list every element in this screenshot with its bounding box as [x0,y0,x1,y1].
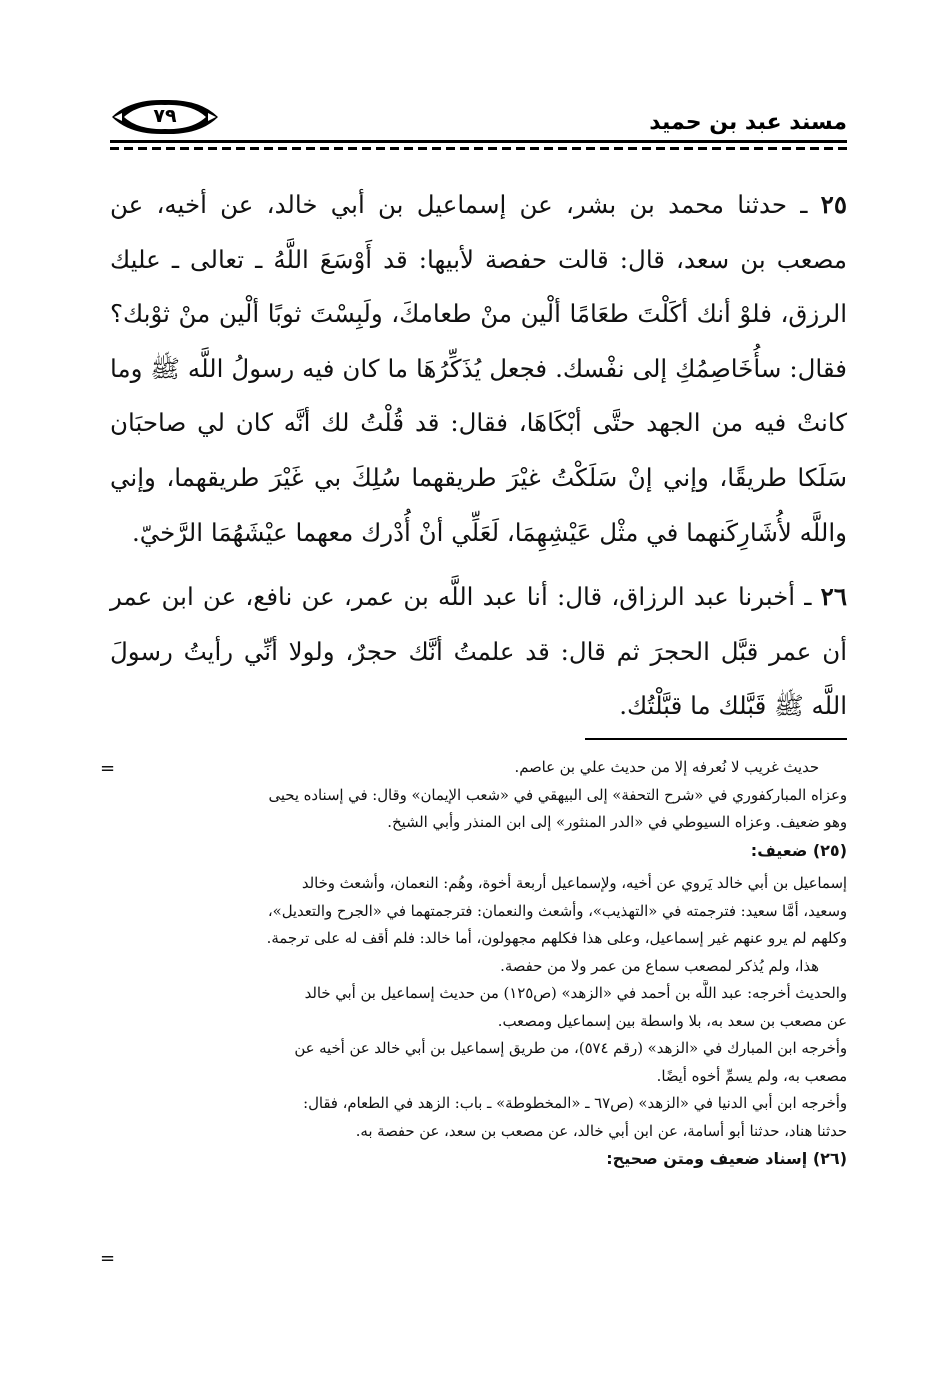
continuation-mark: = [100,758,116,779]
footnote-separator [585,738,847,740]
hadith-25 [110,178,847,560]
page-number: ٧٩ [153,105,177,127]
hadith-number: ٢٦ [820,582,847,611]
footnote-line: وأخرجه ابن أبي الدنيا في «الزهد» (ص٦٧ ـ «المخطوطة» ـ باب: الزهد في الطعام، فقال: [303,1095,847,1112]
header-dashed-rule [110,147,847,150]
footnote-line: مصعب به، ولم يسمِّ أخوه أيضًا. [656,1067,847,1085]
hadith-number: ٢٥ [820,190,847,219]
page-header [110,92,847,152]
footnote-line: وهو ضعيف. وعزاه السيوطي في «الدر المنثور» إلى ابن المنذر وأبي الشيخ. [387,814,847,831]
footnote-line: حدثنا هناد، حدثنا أبو أسامة، عن ابن أبي خالد، عن مصعب بن سعد، عن حفصة به. [355,1122,847,1140]
footnote-line: وسعيد، أمَّا سعيد: فترجمته في «التهذيب»، وأشعث والنعمان: فترجمتهما في «الجرح والتعديل»، [267,902,847,920]
footnote-line: إسماعيل بن أبي خالد يَروي عن أخيه، ولإسماعيل أربعة أخوة، وهُم: النعمان، وأشعث وخالد [301,875,847,892]
book-title: مسند عبد بن حميد [649,110,847,135]
footnote-line: وكلهم لم يرو عنهم غير إسماعيل، وعلى هذا فكلهم مجهولون، أما خالد: فلم أقف له على ترجمة. [266,930,847,947]
hadith-text: ـ حدثنا محمد بن بشر، عن إسماعيل بن أبي خالد، عن أخيه، عن مصعب بن سعد، قال: قالت حفصة لأبيها: قد أَوْسَعَ اللَّهُ ـ تعالى ـ عليك الرزق، فلوْ أنك أكَلْتَ طعَامًا ألْين منْ طعامكَ، ولَبِسْتَ ثوبًا ألْين منْ ثوْبك؟ فقال: سأُخَاصِمُكِ إلى نفْسك. فجعل يُذَكِّرُهَا ما كان فيه رسولُ اللَّه ﷺ وما كانتْ فيه من الجهد حتَّى أبْكَاهَا، فقال: قد قُلْتُ لك أنَّه كان لي صاحبَان سَلَكا طريقًا، وإني إنْ سَلَكْتُ غيْرَ طريقهما سُلِكَ بي غَيْرَ طريقهما، وإني واللَّه لأُشَارِكَنهما في مثْل عَيْشِهِمَا، لَعَلِّي أنْ أُدْرك معهما عيْشَهُمَا الرَّخيّ. [110,190,847,547]
footnote-line: وعزاه المباركفوري في «شرح التحفة» إلى البيهقي في «شعب الإيمان» وقال: في إسناده يحيى [268,786,847,804]
footnotes [110,754,847,1173]
footnote-line: حديث غريب لا نُعرفه إلا من حديث علي بن عاصم. [514,759,819,776]
footnote-line: هذا، ولم يُذكر لمصعب سماع من عمر ولا من حفصة. [500,957,819,975]
header-rule [110,140,847,143]
footnote-line: عن مصعب بن سعد به، بلا واسطة بين إسماعيل ومصعب. [497,1012,847,1030]
page-number-badge [110,98,220,136]
continuation-mark: = [100,1248,116,1269]
footnote-line: والحديث أخرجه: عبد اللَّه بن أحمد في «الزهد» (ص١٢٥) من حديث إسماعيل بن أبي خالد [304,985,847,1002]
footnote-line: وأخرجه ابن المبارك في «الزهد» (رقم ٥٧٤)، من طريق إسماعيل بن أبي خالد عن أخيه عن [294,1040,847,1057]
hadith-text: ـ أخبرنا عبد الرزاق، قال: أنا عبد اللَّه بن عمر، عن نافع، عن ابن عمر أن عمر قبَّل الحجرَ ثم قال: قد علمتُ أنَّك حجرٌ، ولولا أنِّي رأيتُ رسولَ اللَّه ﷺ قَبَّلك ما قبَّلْتُك. [110,582,847,721]
footnote-heading: (٢٦) إسناد ضعيف ومتن صحيح: [606,1149,847,1168]
hadith-26 [110,570,847,734]
footnote-heading: (٢٥) ضعيف: [750,840,847,860]
